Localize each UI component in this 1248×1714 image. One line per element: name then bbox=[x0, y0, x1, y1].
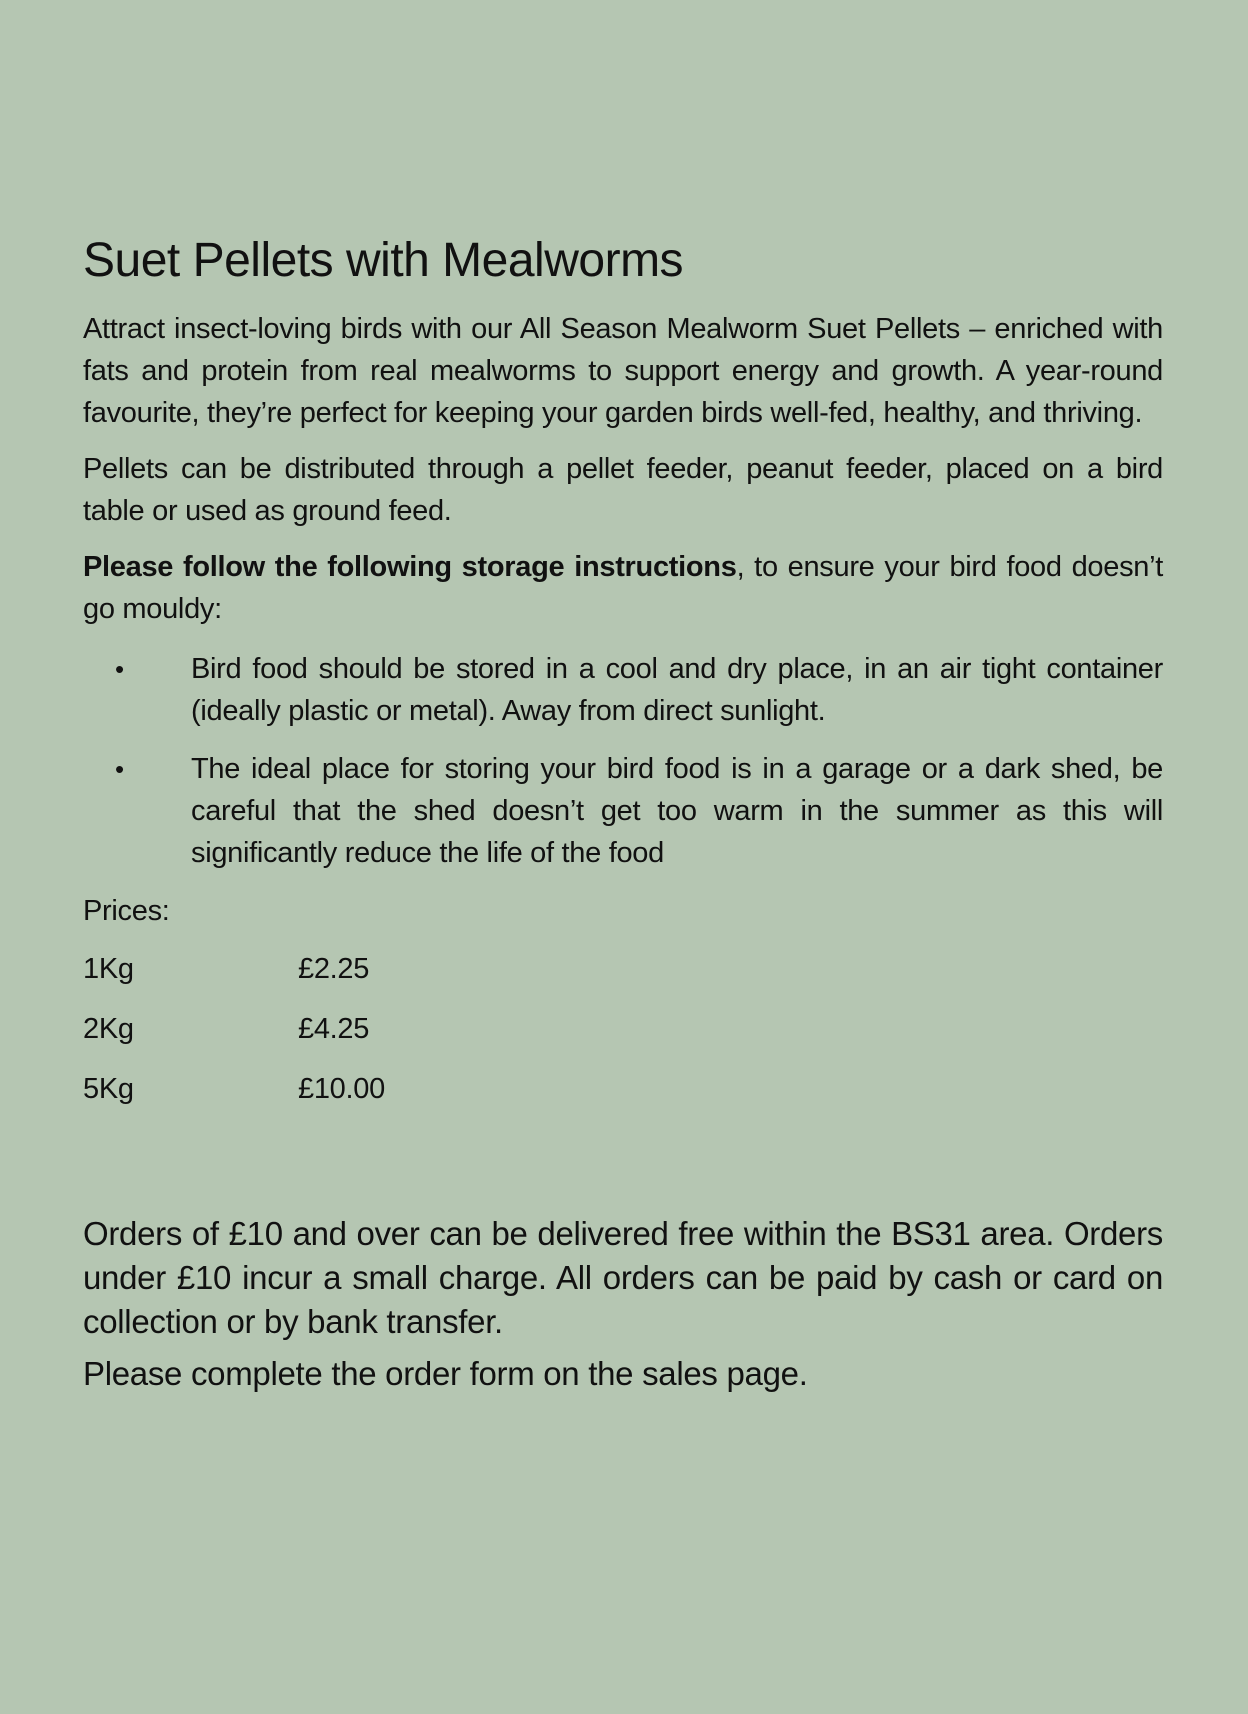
price-value: £10.00 bbox=[298, 1072, 385, 1105]
delivery-paragraph: Orders of £10 and over can be delivered free within the BS31 area. Orders under £10 incur a small charge. All orders can be paid by cash or card on collection or by bank transfer. bbox=[83, 1214, 1163, 1340]
bullet-icon: • bbox=[115, 653, 124, 684]
storage-heading: Please follow the following storage instructions bbox=[83, 550, 737, 583]
price-weight: 1Kg bbox=[83, 952, 134, 985]
price-value: £4.25 bbox=[298, 1012, 370, 1045]
price-table bbox=[83, 948, 1163, 1128]
prices-label: Prices: bbox=[83, 894, 170, 927]
page-title: Suet Pellets with Mealworms bbox=[83, 234, 684, 287]
list-item bbox=[83, 648, 1163, 732]
bullet-icon: • bbox=[115, 753, 124, 784]
table-row bbox=[83, 948, 1163, 1008]
storage-intro bbox=[83, 546, 1163, 630]
table-row bbox=[83, 1008, 1163, 1068]
list-item bbox=[83, 748, 1163, 874]
price-weight: 5Kg bbox=[83, 1072, 134, 1105]
list-item-text: Bird food should be stored in a cool and dry place, in an air tight container (ideally plastic or metal). Away from direct sunlight. bbox=[191, 652, 1163, 727]
storage-intro-rest: , to ensure your bird food doesn’t go mouldy: bbox=[83, 550, 1163, 625]
intro-paragraph: Attract insect-loving birds with our All Season Mealworm Suet Pellets – enriched with fats and protein from real mealworms to support energy and growth. A year-round favourite, they’re perfect for keeping your garden birds well-fed, healthy, and thriving. bbox=[83, 312, 1163, 429]
order-form-note: Please complete the order form on the sales page. bbox=[83, 1354, 808, 1392]
list-item-text: The ideal place for storing your bird food is in a garage or a dark shed, be careful that the shed doesn’t get too warm in the summer as this will significantly reduce the life of the food bbox=[191, 752, 1163, 869]
distribution-paragraph: Pellets can be distributed through a pellet feeder, peanut feeder, placed on a bird table or used as ground feed. bbox=[83, 452, 1163, 527]
table-row bbox=[83, 1068, 1163, 1128]
price-weight: 2Kg bbox=[83, 1012, 134, 1045]
order-info bbox=[83, 1212, 1163, 1396]
price-value: £2.25 bbox=[298, 952, 370, 985]
storage-list bbox=[83, 648, 1163, 874]
